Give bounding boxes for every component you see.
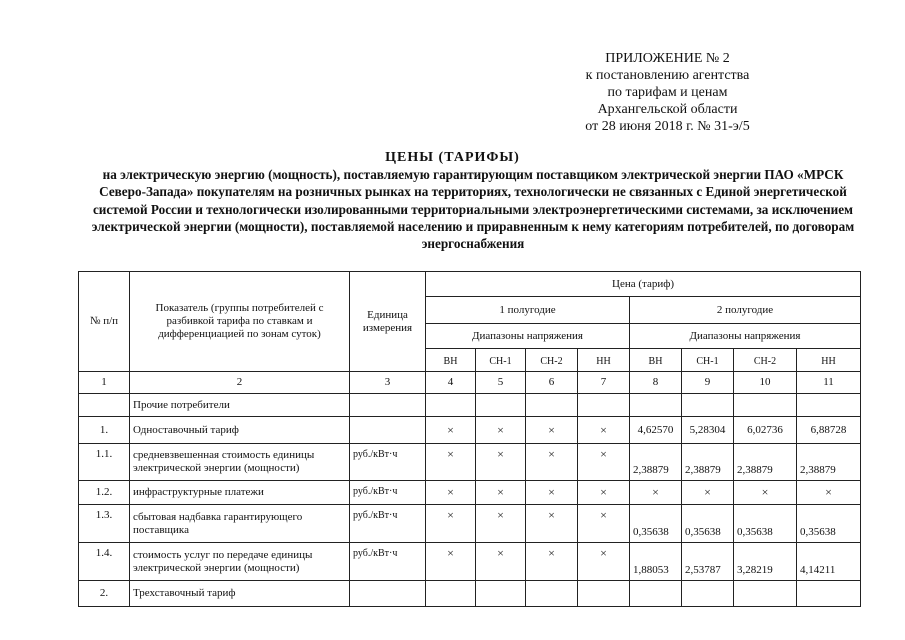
row-num: 1.3. bbox=[79, 505, 130, 543]
header-voltage-nn: НН bbox=[797, 349, 861, 372]
column-number: 1 bbox=[79, 372, 130, 394]
row-unit: руб./кВт·ч bbox=[350, 481, 426, 505]
price-cell: 2,38879 bbox=[682, 444, 734, 481]
column-number: 11 bbox=[797, 372, 861, 394]
price-cell bbox=[630, 394, 682, 417]
column-number: 9 bbox=[682, 372, 734, 394]
table-row bbox=[79, 481, 861, 505]
not-applicable-cell: × bbox=[476, 505, 526, 543]
price-cell bbox=[797, 394, 861, 417]
not-applicable-cell: × bbox=[426, 417, 476, 444]
row-name: Одноставочный тариф bbox=[130, 417, 350, 444]
column-number: 2 bbox=[130, 372, 350, 394]
not-applicable-cell: × bbox=[426, 505, 476, 543]
row-name: инфраструктурные платежи bbox=[130, 481, 350, 505]
row-unit bbox=[350, 417, 426, 444]
not-applicable-cell: × bbox=[578, 444, 630, 481]
header-voltage-sn1: СН-1 bbox=[682, 349, 734, 372]
price-cell bbox=[526, 581, 578, 607]
appendix-date-line: от 28 июня 2018 г. № 31-э/5 bbox=[585, 119, 750, 134]
column-number-row bbox=[79, 372, 861, 394]
row-unit: руб./кВт·ч bbox=[350, 444, 426, 481]
price-cell bbox=[682, 581, 734, 607]
header-half-2: 2 полугодие bbox=[630, 297, 861, 324]
header-voltage-ranges-1: Диапазоны напряжения bbox=[426, 324, 630, 349]
row-unit bbox=[350, 581, 426, 607]
price-cell: 0,35638 bbox=[797, 505, 861, 543]
row-num: 1.1. bbox=[79, 444, 130, 481]
not-applicable-cell: × bbox=[630, 481, 682, 505]
header-voltage-ranges-2: Диапазоны напряжения bbox=[630, 324, 861, 349]
tariff-table bbox=[78, 271, 861, 607]
appendix-heading: ПРИЛОЖЕНИЕ № 2 bbox=[605, 51, 730, 66]
price-cell: 3,28219 bbox=[734, 543, 797, 581]
price-cell bbox=[734, 394, 797, 417]
header-voltage-vn: ВН bbox=[426, 349, 476, 372]
column-number: 10 bbox=[734, 372, 797, 394]
row-name: Трехставочный тариф bbox=[130, 581, 350, 607]
header-num: № п/п bbox=[79, 272, 130, 372]
not-applicable-cell: × bbox=[526, 444, 578, 481]
column-number: 3 bbox=[350, 372, 426, 394]
appendix-line: Архангельской области bbox=[597, 102, 738, 117]
row-num: 1.4. bbox=[79, 543, 130, 581]
document-subtitle: на электрическую энергию (мощность), поставляемую гарантирующим поставщиком электрической энергии ПАО «МРСК Северо-Запада» покупателям на розничных рынках на территориях, технологически не связанных с Единой энергетической системой России и технологически изолированными территориальными электроэнергетическими системами, за исключением электрической энергии (мощности), поставляемой населению и приравненным к нему категориям потребителей, по договорам энергоснабжения bbox=[91, 167, 855, 252]
price-cell bbox=[426, 581, 476, 607]
not-applicable-cell: × bbox=[526, 417, 578, 444]
header-unit: Единица измерения bbox=[350, 272, 426, 372]
price-cell bbox=[682, 394, 734, 417]
header-voltage-sn2: СН-2 bbox=[734, 349, 797, 372]
table-row bbox=[79, 505, 861, 543]
not-applicable-cell: × bbox=[476, 444, 526, 481]
not-applicable-cell: × bbox=[578, 481, 630, 505]
price-cell: 0,35638 bbox=[630, 505, 682, 543]
price-cell bbox=[578, 581, 630, 607]
not-applicable-cell: × bbox=[578, 505, 630, 543]
not-applicable-cell: × bbox=[476, 543, 526, 581]
header-price: Цена (тариф) bbox=[426, 272, 861, 297]
table-row bbox=[79, 417, 861, 444]
price-cell bbox=[578, 394, 630, 417]
price-cell: 2,38879 bbox=[797, 444, 861, 481]
row-unit: руб./кВт·ч bbox=[350, 505, 426, 543]
price-cell: 0,35638 bbox=[734, 505, 797, 543]
header-voltage-vn: ВН bbox=[630, 349, 682, 372]
price-cell bbox=[426, 394, 476, 417]
appendix-line: к постановлению агентства bbox=[585, 68, 750, 83]
price-cell: 6,02736 bbox=[734, 417, 797, 444]
price-cell: 2,53787 bbox=[682, 543, 734, 581]
column-number: 8 bbox=[630, 372, 682, 394]
price-cell: 4,62570 bbox=[630, 417, 682, 444]
not-applicable-cell: × bbox=[526, 543, 578, 581]
table-row bbox=[79, 581, 861, 607]
not-applicable-cell: × bbox=[476, 481, 526, 505]
not-applicable-cell: × bbox=[426, 444, 476, 481]
header-indicator: Показатель (группы потребителей с разбивкой тарифа по ставкам и дифференциацией по зонам суток) bbox=[130, 272, 350, 372]
row-unit: руб./кВт·ч bbox=[350, 543, 426, 581]
appendix-line: по тарифам и ценам bbox=[607, 85, 728, 100]
price-cell: 2,38879 bbox=[630, 444, 682, 481]
table-row bbox=[79, 543, 861, 581]
not-applicable-cell: × bbox=[797, 481, 861, 505]
column-number: 6 bbox=[526, 372, 578, 394]
table-row bbox=[79, 444, 861, 481]
price-cell bbox=[797, 581, 861, 607]
row-name: сбытовая надбавка гарантирующего поставщика bbox=[130, 505, 350, 543]
not-applicable-cell: × bbox=[526, 481, 578, 505]
not-applicable-cell: × bbox=[426, 543, 476, 581]
row-num: 2. bbox=[79, 581, 130, 607]
row-num: 1.2. bbox=[79, 481, 130, 505]
row-num bbox=[79, 394, 130, 417]
appendix-block bbox=[560, 50, 775, 135]
price-cell: 4,14211 bbox=[797, 543, 861, 581]
header-voltage-nn: НН bbox=[578, 349, 630, 372]
price-cell bbox=[734, 581, 797, 607]
price-cell bbox=[476, 581, 526, 607]
price-cell: 2,38879 bbox=[734, 444, 797, 481]
table-row bbox=[79, 394, 861, 417]
price-cell bbox=[630, 581, 682, 607]
price-cell: 0,35638 bbox=[682, 505, 734, 543]
not-applicable-cell: × bbox=[426, 481, 476, 505]
header-voltage-sn1: СН-1 bbox=[476, 349, 526, 372]
row-name: средневзвешенная стоимость единицы электрической энергии (мощности) bbox=[130, 444, 350, 481]
price-cell bbox=[526, 394, 578, 417]
column-number: 5 bbox=[476, 372, 526, 394]
row-name: Прочие потребители bbox=[130, 394, 350, 417]
document-title: ЦЕНЫ (ТАРИФЫ) bbox=[385, 150, 520, 165]
header-half-1: 1 полугодие bbox=[426, 297, 630, 324]
price-cell bbox=[476, 394, 526, 417]
row-unit bbox=[350, 394, 426, 417]
not-applicable-cell: × bbox=[578, 543, 630, 581]
price-cell: 5,28304 bbox=[682, 417, 734, 444]
column-number: 4 bbox=[426, 372, 476, 394]
row-num: 1. bbox=[79, 417, 130, 444]
row-name: стоимость услуг по передаче единицы электрической энергии (мощности) bbox=[130, 543, 350, 581]
price-cell: 1,88053 bbox=[630, 543, 682, 581]
column-number: 7 bbox=[578, 372, 630, 394]
price-cell: 6,88728 bbox=[797, 417, 861, 444]
header-voltage-sn2: СН-2 bbox=[526, 349, 578, 372]
not-applicable-cell: × bbox=[734, 481, 797, 505]
not-applicable-cell: × bbox=[682, 481, 734, 505]
not-applicable-cell: × bbox=[526, 505, 578, 543]
not-applicable-cell: × bbox=[476, 417, 526, 444]
not-applicable-cell: × bbox=[578, 417, 630, 444]
